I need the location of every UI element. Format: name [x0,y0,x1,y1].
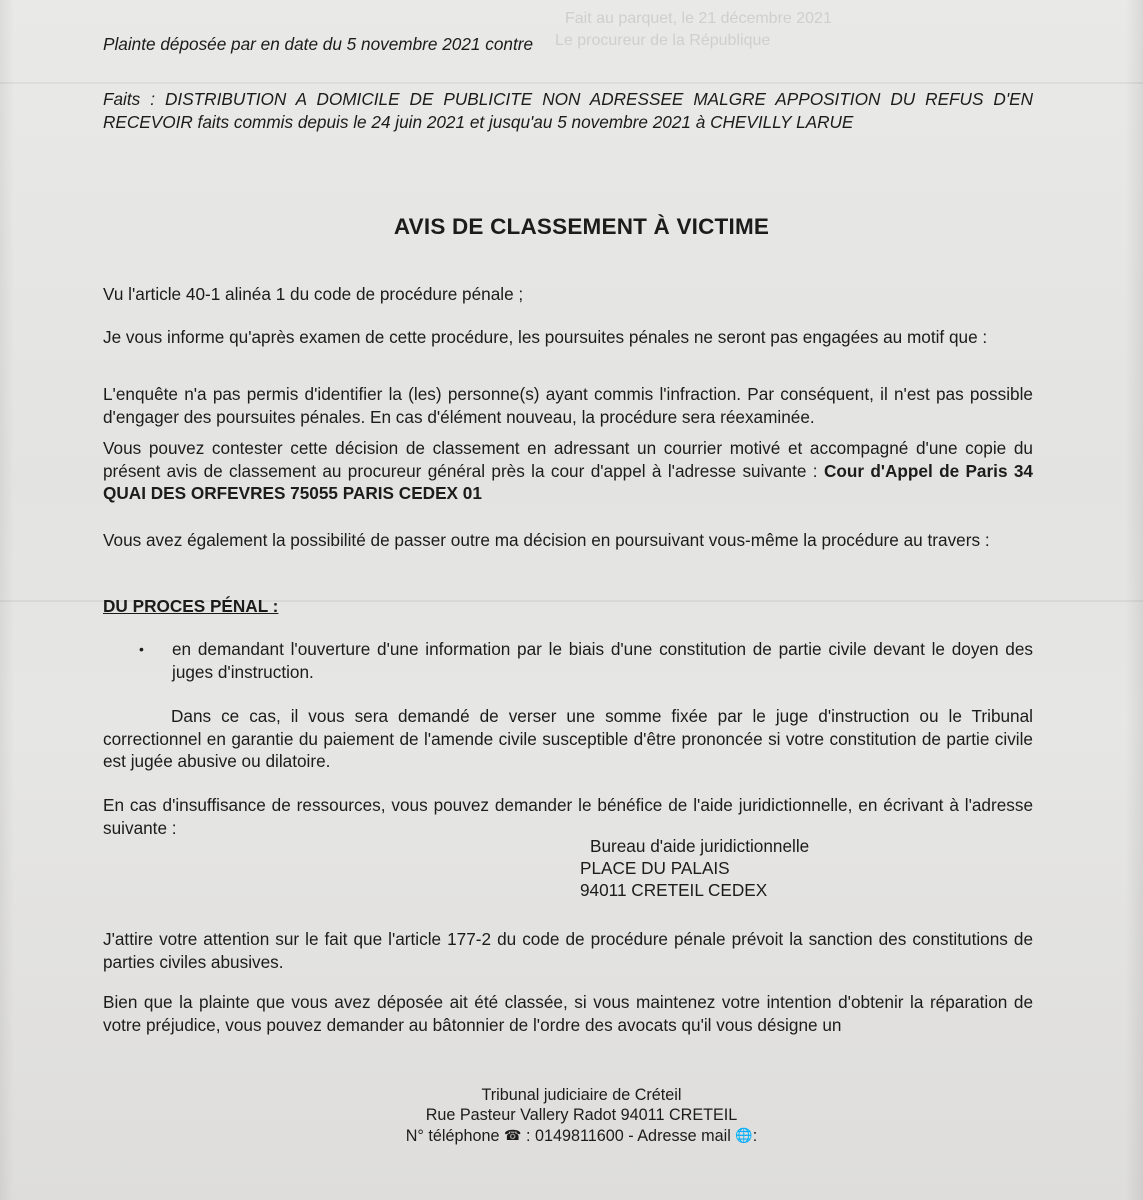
phone-label: N° téléphone [405,1127,500,1145]
paragraph-article-177: J'attire votre attention sur le fait que l'article 177-2 du code de procédure pénale prévoit la sanction des constitutions de parties civiles abusives. [103,929,1033,972]
paragraph-enquete: L'enquête n'a pas permis d'identifier la (les) personne(s) ayant commis l'infraction. Par conséquent, il n'est pas possible d'engager des poursuites pénales. En cas d'élément nouveau, la procédure sera réexaminée. [103,384,1033,427]
paragraph-possibilite: Vous avez également la possibilité de passer outre ma décision en poursuivant vous-même la procédure au travers : [103,530,990,550]
show-through-line: Fait au parquet, le 21 décembre 2021 [565,10,832,27]
footer-tribunal: Tribunal judiciaire de Créteil [481,1086,682,1104]
bullet-item: en demandant l'ouverture d'une information par le biais d'une constitution de partie civile devant le doyen des juges d'instruction. [172,639,1033,682]
plainte-line: Plainte déposée par en date du 5 novembre 2021 contre [103,34,533,54]
section-heading: DU PROCES PÉNAL : [103,596,279,616]
contester-text: Vous pouvez contester cette décision de classement en adressant un courrier motivé et accompagné d'une copie du présent avis de classement au procureur général près la cour d'appel à l'adresse suivante : [103,438,1033,481]
cour-appel-address: Cour d'Appel de Paris 34 QUAI DES ORFEVRES 75055 PARIS CEDEX 01 [103,460,1033,503]
paragraph-insuffisance: En cas d'insuffisance de ressources, vous pouvez demander le bénéfice de l'aide juridictionnelle, en écrivant à l'adresse suivante : [103,795,1033,838]
phone-value: : 0149811600 - Adresse mail [525,1127,731,1145]
address-line: 94011 CRETEIL CEDEX [580,880,768,900]
faits-paragraph [103,88,1033,133]
address-line: Bureau d'aide juridictionnelle [590,836,810,856]
mail-suffix: : [752,1127,758,1145]
footer-address: Rue Pasteur Vallery Radot 94011 CRETEIL [425,1106,738,1124]
globe-icon: 🌐 [735,1127,753,1143]
page-footer [0,1085,1143,1146]
show-through-line: Le procureur de la République [555,32,771,49]
faits-text: DISTRIBUTION A DOMICILE DE PUBLICITE NON ADRESSEE MALGRE APPOSITION DU REFUS D'EN RECEVOIR faits commis depuis le 24 juin 2021 et jusqu'au 5 novembre 2021 à CHEVILLY LARUE [103,89,1033,132]
paragraph-article: Vu l'article 40-1 alinéa 1 du code de procédure pénale ; [103,284,524,304]
paragraph-information: Je vous informe qu'après examen de cette procédure, les poursuites pénales ne seront pas engagées au motif que : [103,327,988,347]
paragraph-plainte-classee: Bien que la plainte que vous avez déposée ait été classée, si vous maintenez votre intention d'obtenir la réparation de votre préjudice, vous pouvez demander au bâtonnier de l'ordre des avocats qu'il vous désigne un [103,992,1033,1035]
footer-contact [0,1125,1143,1146]
aide-juridictionnelle-address [580,835,809,901]
paper-fold [0,82,1143,84]
paragraph-contester [103,437,1033,505]
faits-label: Faits : [103,89,156,109]
bullet-icon: • [139,641,144,657]
address-line: PLACE DU PALAIS [580,858,730,878]
phone-icon: ☎ [504,1127,522,1143]
paragraph-somme: Dans ce cas, il vous sera demandé de verser une somme fixée par le juge d'instruction ou le Tribunal correctionnel en garantie du paiement de l'amende civile susceptible d'être prononcée si votre constitution de partie civile est jugée abusive ou dilatoire. [103,706,1033,771]
page-title: AVIS DE CLASSEMENT À VICTIME [393,214,770,239]
